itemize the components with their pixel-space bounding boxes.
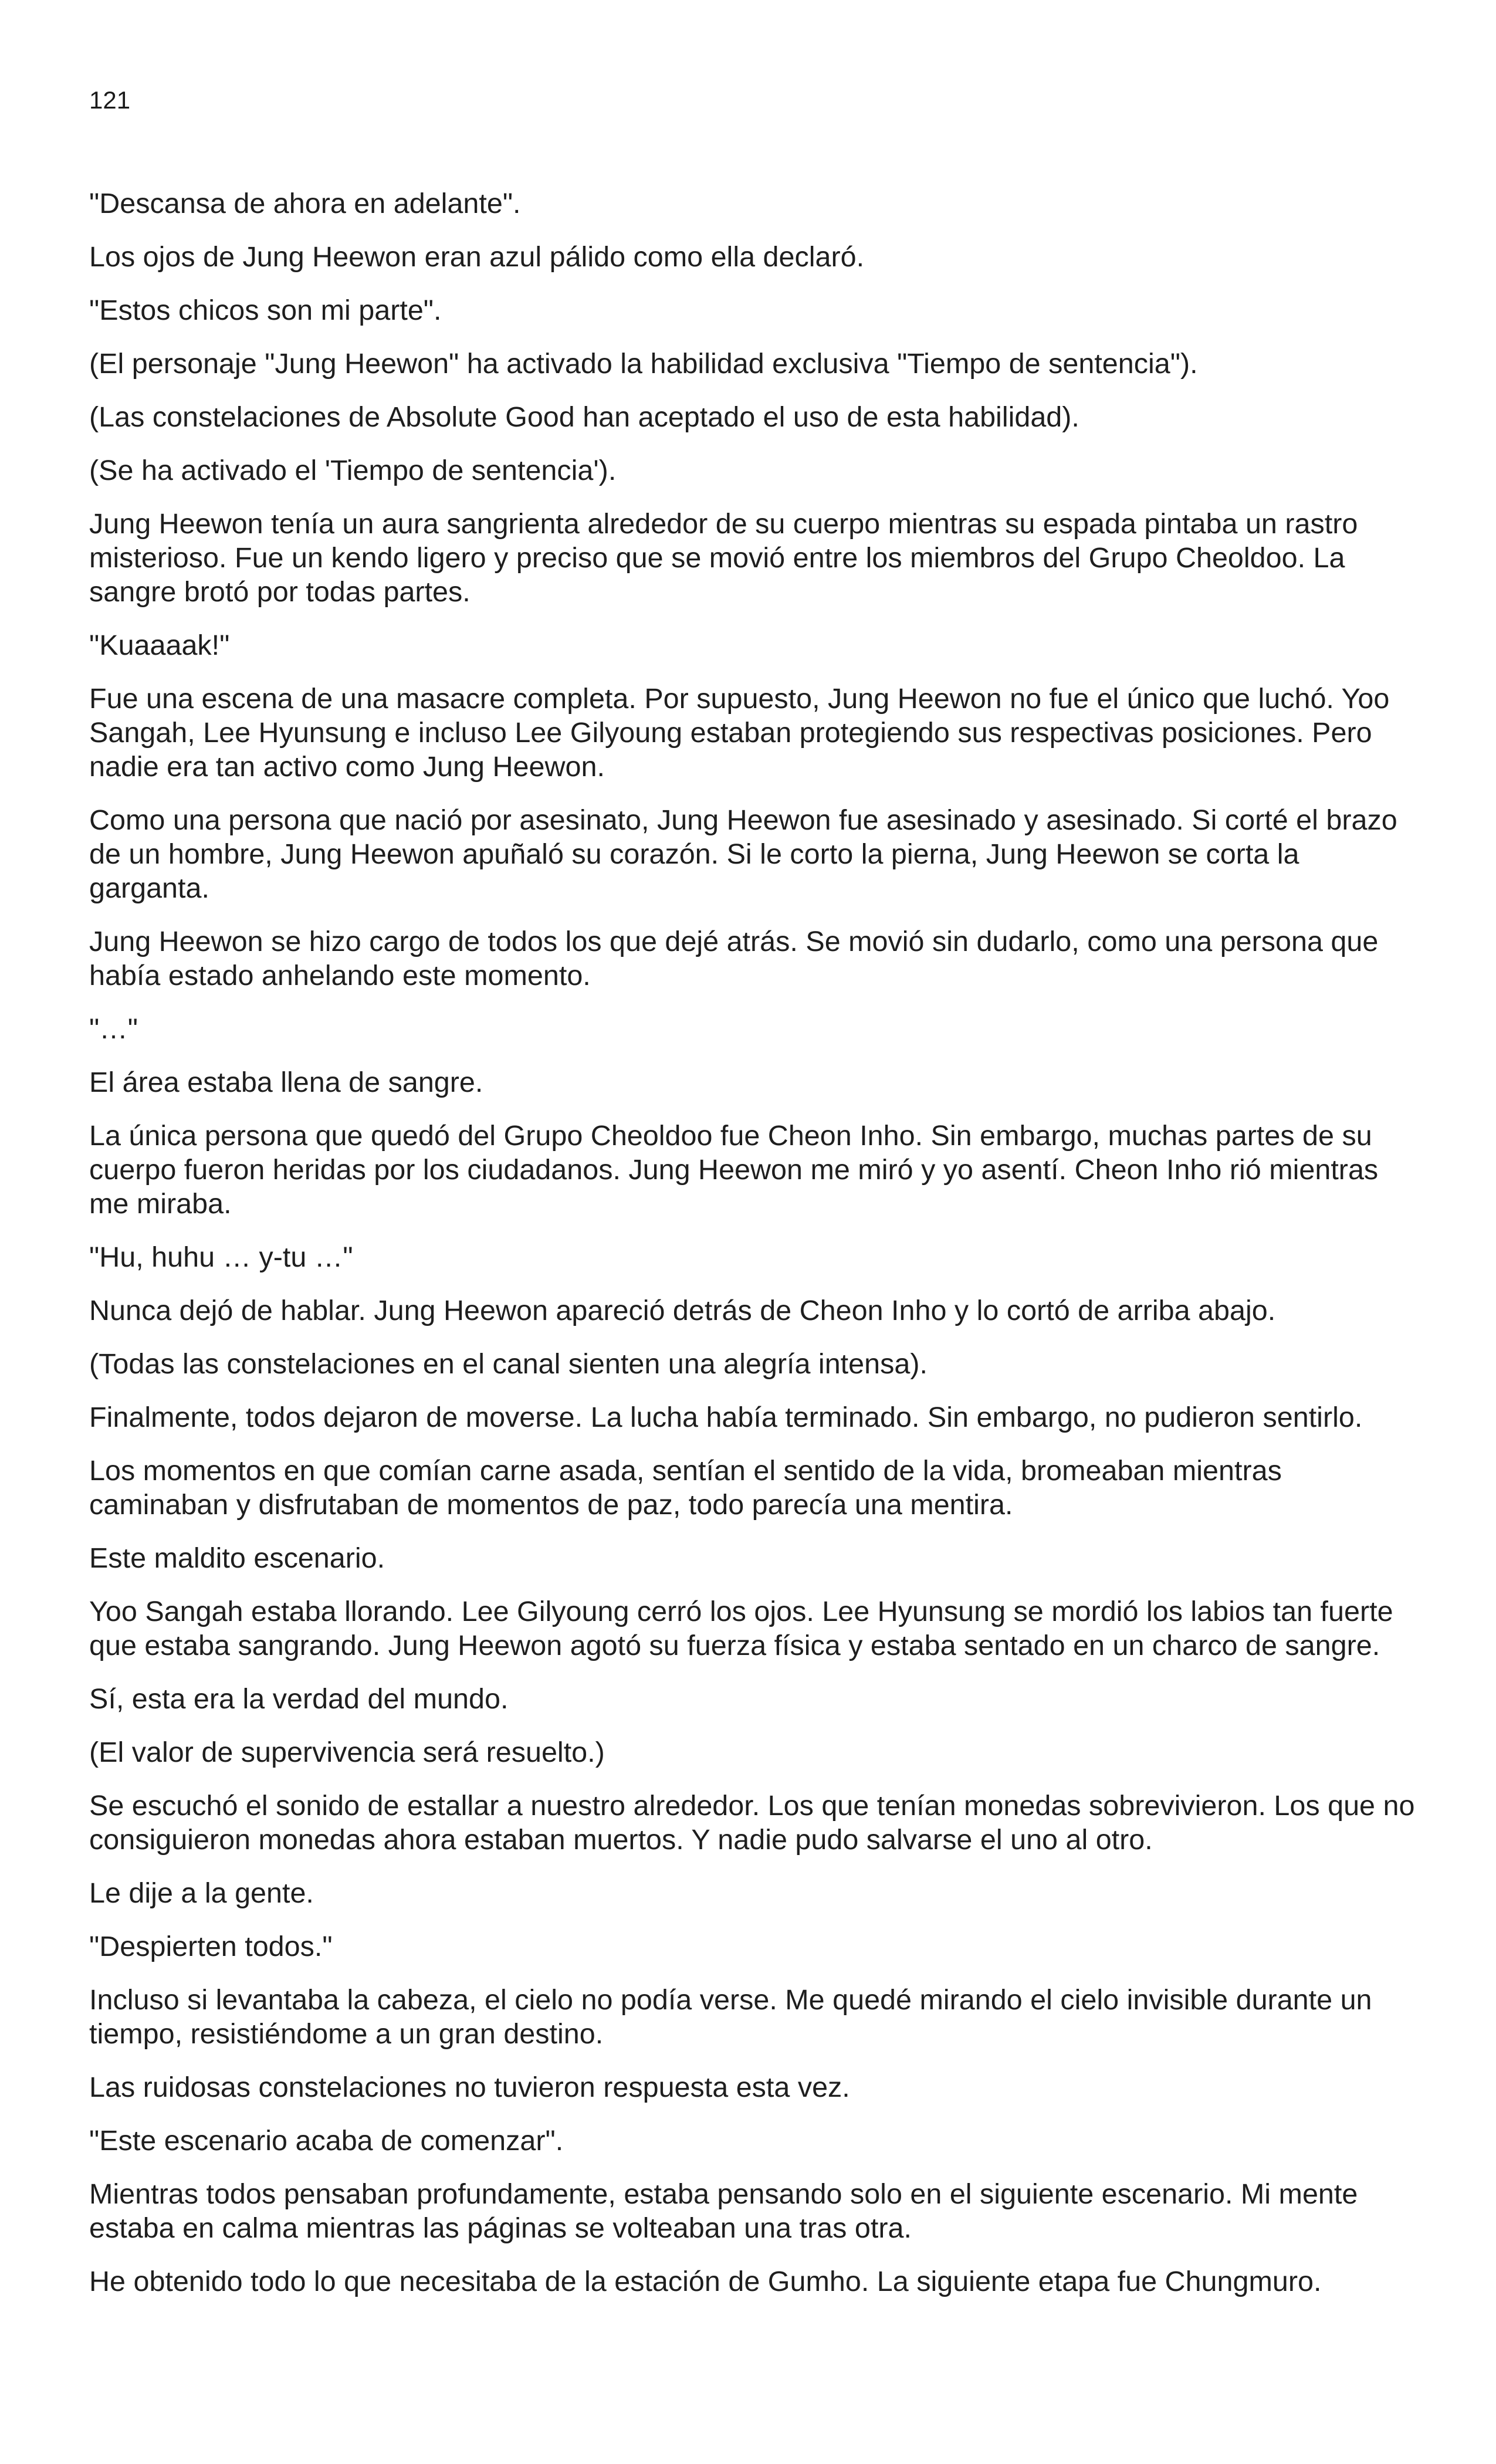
paragraph: La única persona que quedó del Grupo Cheoldoo fue Cheon Inho. Sin embargo, muchas partes de su cuerpo fueron heridas por los ciudadanos. Jung Heewon me miró y yo asentí. Cheon Inho rió mientras me miraba.: [89, 1120, 1379, 1220]
paragraph: El área estaba llena de sangre.: [89, 1067, 483, 1098]
paragraph: "Kuaaaak!": [89, 629, 230, 661]
paragraph: Incluso si levantaba la cabeza, el cielo no podía verse. Me quedé mirando el cielo invisible durante un tiempo, resistiéndome a un gran destino.: [89, 1984, 1372, 2050]
paragraph: Jung Heewon se hizo cargo de todos los que dejé atrás. Se movió sin dudarlo, como una persona que había estado anhelando este momento.: [89, 926, 1379, 991]
paragraph: Sí, esta era la verdad del mundo.: [89, 1683, 509, 1715]
paragraph: Los ojos de Jung Heewon eran azul pálido como ella declaró.: [89, 241, 865, 273]
paragraph: (Se ha activado el 'Tiempo de sentencia').: [89, 455, 617, 486]
paragraph: "Este escenario acaba de comenzar".: [89, 2125, 564, 2157]
page-number: 121: [89, 86, 131, 114]
paragraph: "Descansa de ahora en adelante".: [89, 188, 521, 219]
paragraph: "…": [89, 1013, 138, 1045]
paragraph: (Las constelaciones de Absolute Good han aceptado el uso de esta habilidad).: [89, 401, 1079, 433]
document-body: [89, 187, 1415, 2318]
paragraph: (El personaje "Jung Heewon" ha activado la habilidad exclusiva "Tiempo de sentencia").: [89, 348, 1198, 380]
paragraph: Fue una escena de una masacre completa. Por supuesto, Jung Heewon no fue el único que luchó. Yoo Sangah, Lee Hyunsung e incluso Lee Gilyoung estaban protegiendo sus respectivas posiciones. Pero nadie era tan activo como Jung Heewon.: [89, 683, 1390, 783]
paragraph: He obtenido todo lo que necesitaba de la estación de Gumho. La siguiente etapa fue Chungmuro.: [89, 2266, 1322, 2297]
paragraph: Se escuchó el sonido de estallar a nuestro alrededor. Los que tenían monedas sobrevivieron. Los que no consiguieron monedas ahora estaban muertos. Y nadie pudo salvarse el uno al otro.: [89, 1790, 1415, 1856]
paragraph: (El valor de supervivencia será resuelto.): [89, 1737, 605, 1768]
paragraph: "Despierten todos.": [89, 1931, 333, 1962]
paragraph: Las ruidosas constelaciones no tuvieron respuesta esta vez.: [89, 2072, 850, 2103]
paragraph: Este maldito escenario.: [89, 1542, 385, 1574]
paragraph: Mientras todos pensaban profundamente, estaba pensando solo en el siguiente escenario. Mi mente estaba en calma mientras las páginas se volteaban una tras otra.: [89, 2178, 1358, 2244]
paragraph: Nunca dejó de hablar. Jung Heewon apareció detrás de Cheon Inho y lo cortó de arriba abajo.: [89, 1295, 1276, 1326]
paragraph: Finalmente, todos dejaron de moverse. La lucha había terminado. Sin embargo, no pudieron sentirlo.: [89, 1402, 1363, 1433]
paragraph: "Hu, huhu … y-tu …": [89, 1241, 353, 1273]
paragraph: Los momentos en que comían carne asada, sentían el sentido de la vida, bromeaban mientras caminaban y disfrutaban de momentos de paz, todo parecía una mentira.: [89, 1455, 1282, 1521]
paragraph: "Estos chicos son mi parte".: [89, 295, 442, 326]
paragraph: (Todas las constelaciones en el canal sienten una alegría intensa).: [89, 1348, 928, 1380]
paragraph: Jung Heewon tenía un aura sangrienta alrededor de su cuerpo mientras su espada pintaba un rastro misterioso. Fue un kendo ligero y preciso que se movió entre los miembros del Grupo Cheoldoo. La sangre brotó por todas partes.: [89, 508, 1358, 608]
paragraph: Le dije a la gente.: [89, 1877, 314, 1909]
paragraph: Como una persona que nació por asesinato, Jung Heewon fue asesinado y asesinado. Si corté el brazo de un hombre, Jung Heewon apuñaló su corazón. Si le corto la pierna, Jung Heewon se corta la garganta.: [89, 804, 1397, 904]
paragraph: Yoo Sangah estaba llorando. Lee Gilyoung cerró los ojos. Lee Hyunsung se mordió los labios tan fuerte que estaba sangrando. Jung Heewon agotó su fuerza física y estaba sentado en un charco de sangre.: [89, 1596, 1393, 1661]
